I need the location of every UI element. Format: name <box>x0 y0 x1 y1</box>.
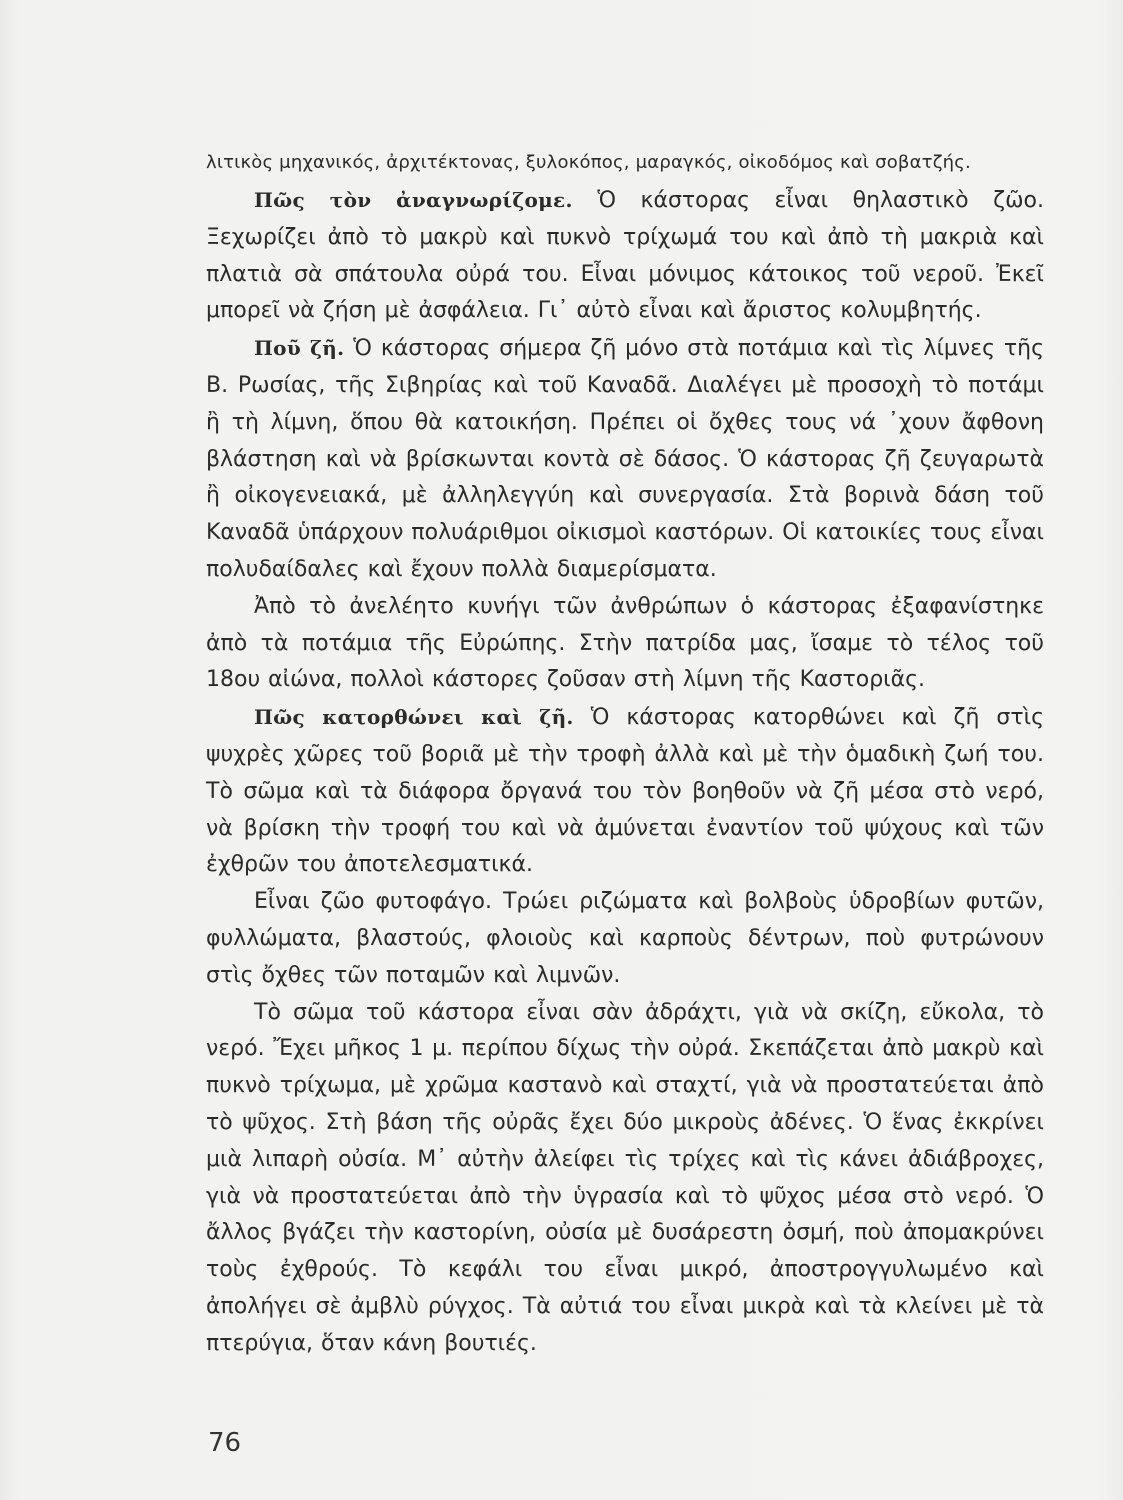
heading-recognition: Πῶς τὸν ἀναγνωρίζομε. <box>254 188 573 212</box>
paragraph-text: Εἶναι ζῶο φυτοφάγο. Τρώει ριζώματα καὶ βολβοὺς ὑδροβίων φυτῶν, φυλλώματα, βλαστούς, φλοιοὺς καὶ καρποὺς δέντρων, ποὺ φυτρώνουν στὶς ὄχθες τῶν ποταμῶν καὶ λιμνῶν. <box>206 889 1044 988</box>
paragraph-text: Ὁ κάστορας εἶναι θηλαστικὸ ζῶο. Ξεχωρίζει ἀπὸ τὸ μακρὺ καὶ πυκνὸ τρίχωμά του καὶ ἀπὸ τὴ μακριὰ καὶ πλατιὰ σὰ σπάτουλα οὐρά του. Εἶναι μόνιμος κάτοικος τοῦ νεροῦ. Ἐκεῖ μπορεῖ νὰ ζήση μὲ ἀσφάλεια. Γι᾿ αὐτὸ εἶναι καὶ ἄριστος κολυμβητής. <box>206 188 1044 324</box>
paragraph-survival <box>206 699 1044 884</box>
paragraph-extinction <box>206 589 1044 699</box>
paragraph-text: Ὁ κάστορας κατορθώνει καὶ ζῆ στὶς ψυχρὲς χῶρες τοῦ βοριᾶ μὲ τὴν τροφὴ ἀλλὰ καὶ μὲ τὴν ὁμαδικὴ ζωή του. Τὸ σῶμα καὶ τὰ διάφορα ὄργανά του τὸν βοηθοῦν νὰ ζῆ μέσα στὸ νερό, νὰ βρίσκη τὴν τροφή του καὶ νὰ ἀμύνεται ἐναντίον τοῦ ψύχους καὶ τῶν ἐχθρῶν του ἀποτελεσματικά. <box>206 705 1044 878</box>
paragraph-text: Ἀπὸ τὸ ἀνελέητο κυνήγι τῶν ἀνθρώπων ὁ κάστορας ἐξαφανίστηκε ἀπὸ τὰ ποτάμια τῆς Εὐρώπης. Στὴν πατρίδα μας, ἴσαμε τὸ τέλος τοῦ 18ου αἰώνα, πολλοὶ κάστορες ζοῦσαν στὴ λίμνη τῆς Καστοριᾶς. <box>206 593 1044 693</box>
paragraph-recognition <box>206 182 1044 330</box>
page-text <box>206 146 1044 1363</box>
paragraph-habitat <box>206 330 1044 589</box>
heading-survival: Πῶς κατορθώνει καὶ ζῆ. <box>254 705 574 730</box>
paragraph-text: Ὁ κάστορας σήμερα ζῆ μόνο στὰ ποτάμια καὶ τὶς λίμνες τῆς Β. Ρωσίας, τῆς Σιβηρίας καὶ τοῦ Καναδᾶ. Διαλέγει μὲ προσοχὴ τὸ ποτάμι ἢ τὴ λίμνη, ὅπου θὰ κατοικήση. Πρέπει οἱ ὄχθες τους νά ᾿χουν ἄφθονη βλάστηση καὶ νὰ βρίσκωνται κοντὰ σὲ δάσος. Ὁ κάστορας ζῆ ζευγαρωτὰ ἢ οἰκογενειακά, μὲ ἀλληλεγγύη καὶ συνεργασία. Στὰ βορινὰ δάση τοῦ Καναδᾶ ὑπάρχουν πολυάριθμοι οἰκισμοὶ καστόρων. Οἱ κατοικίες τους εἶναι πολυδαίδαλες καὶ ἔχουν πολλὰ διαμερίσματα. <box>206 336 1044 582</box>
paragraph-text: Τὸ σῶμα τοῦ κάστορα εἶναι σὰν ἀδράχτι, γιὰ νὰ σκίζη, εὔκολα, τὸ νερό. Ἔχει μῆκος 1 μ. περίπου δίχως τὴν οὐρά. Σκεπάζεται ἀπὸ μακρὺ καὶ πυκνὸ τρίχωμα, μὲ χρῶμα καστανὸ καὶ σταχτί, γιὰ νὰ προστατεύεται ἀπὸ τὸ ψῦχος. Στὴ βάση τῆς οὐρᾶς ἔχει δύο μικροὺς ἀδένες. Ὁ ἕνας ἐκκρίνει μιὰ λιπαρὴ οὐσία. Μ᾿ αὐτὴν ἀλείφει τὶς τρίχες καὶ τὶς κάνει ἀδιάβροχες, γιὰ νὰ προστατεύεται ἀπὸ τὴν ὑγρασία καὶ τὸ ψῦχος μέσα στὸ νερό. Ὁ ἄλλος βγάζει τὴν καστορίνη, οὐσία μὲ δυσάρεστη ὀσμή, ποὺ ἀπομακρύνει τοὺς ἐχθρούς. Τὸ κεφάλι του εἶναι μικρό, ἀποστρογγυλωμένο καὶ ἀπολήγει σὲ ἀμβλὺ ρύγχος. Τὰ αὐτιά του εἶναι μικρὰ καὶ τὰ κλείνει μὲ τὰ πτερύγια, ὅταν κάνη βουτιές. <box>206 999 1044 1356</box>
continuation-line: λιτικὸς μηχανικός, ἀρχιτέκτονας, ξυλοκόπος, μαραγκός, οἰκοδόμος καὶ σοβατζής. <box>206 152 971 173</box>
heading-habitat: Ποῦ ζῆ. <box>254 336 345 361</box>
paragraph-diet <box>206 884 1044 994</box>
page-number: 76 <box>208 1428 242 1458</box>
paragraph-body <box>206 995 1044 1363</box>
